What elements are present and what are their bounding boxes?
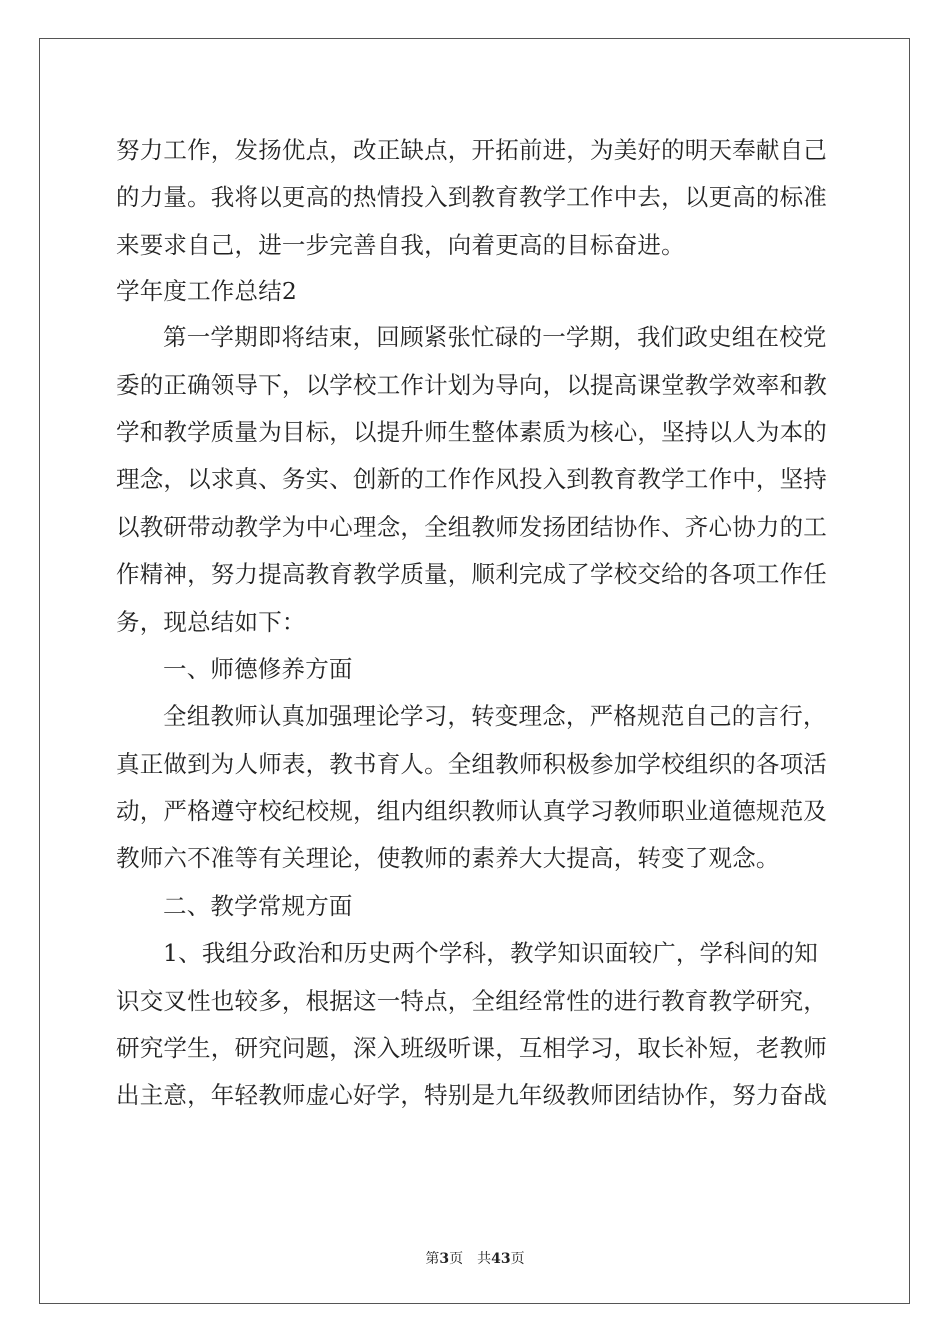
text-line: 作精神，努力提高教育教学质量，顺利完成了学校交给的各项工作任 (116, 560, 827, 589)
text-line: 理念，以求真、务实、创新的工作作风投入到教育教学工作中，坚持 (116, 465, 827, 494)
subheading: 二、教学常规方面 (163, 891, 353, 920)
total-page-number: 43 (491, 1251, 511, 1267)
paragraph-start-line: 全组教师认真加强理论学习，转变理念，严格规范自己的言行， (163, 702, 827, 731)
section-title: 学年度工作总结2 (116, 277, 298, 306)
current-page-number: 3 (439, 1251, 450, 1267)
text-line: 研究学生，研究问题，深入班级听课，互相学习，取长补短，老教师 (116, 1034, 827, 1063)
text-line: 真正做到为人师表，教书育人。全组教师积极参加学校组织的各项活 (116, 749, 827, 778)
text-line: 的力量。我将以更高的热情投入到教育教学工作中去，以更高的标准 (116, 183, 827, 212)
text-line: 识交叉性也较多，根据这一特点，全组经常性的进行教育教学研究， (116, 986, 827, 1015)
paragraph-start-line: 第一学期即将结束，回顾紧张忙碌的一学期，我们政史组在校党 (163, 323, 827, 352)
text-line: 学和教学质量为目标，以提升师生整体素质为核心，坚持以人为本的 (116, 417, 827, 446)
text-line: 以教研带动教学为中心理念，全组教师发扬团结协作、齐心协力的工 (116, 512, 827, 541)
text-line: 出主意，年轻教师虚心好学，特别是九年级教师团结协作，努力奋战 (116, 1081, 827, 1110)
page-middle: 页 共 (449, 1251, 492, 1267)
page-footer (0, 1248, 950, 1268)
document-body (116, 127, 836, 1120)
text-line: 委的正确领导下，以学校工作计划为导向，以提高课堂教学效率和教 (116, 370, 827, 399)
text-line: 教师六不准等有关理论，使教师的素养大大提高，转变了观念。 (116, 844, 780, 873)
page-suffix: 页 (510, 1251, 525, 1267)
text-line: 努力工作，发扬优点，改正缺点，开拓前进，为美好的明天奉献自己 (116, 136, 827, 164)
page-prefix: 第 (425, 1251, 440, 1267)
paragraph-start-line: 1、我组分政治和历史两个学科，教学知识面较广，学科间的知 (163, 939, 819, 968)
text-line: 务，现总结如下： (116, 607, 306, 636)
subheading: 一、师德修养方面 (163, 654, 353, 683)
text-line: 来要求自己，进一步完善自我，向着更高的目标奋进。 (116, 230, 685, 259)
text-line: 动，严格遵守校纪校规，组内组织教师认真学习教师职业道德规范及 (116, 797, 827, 826)
